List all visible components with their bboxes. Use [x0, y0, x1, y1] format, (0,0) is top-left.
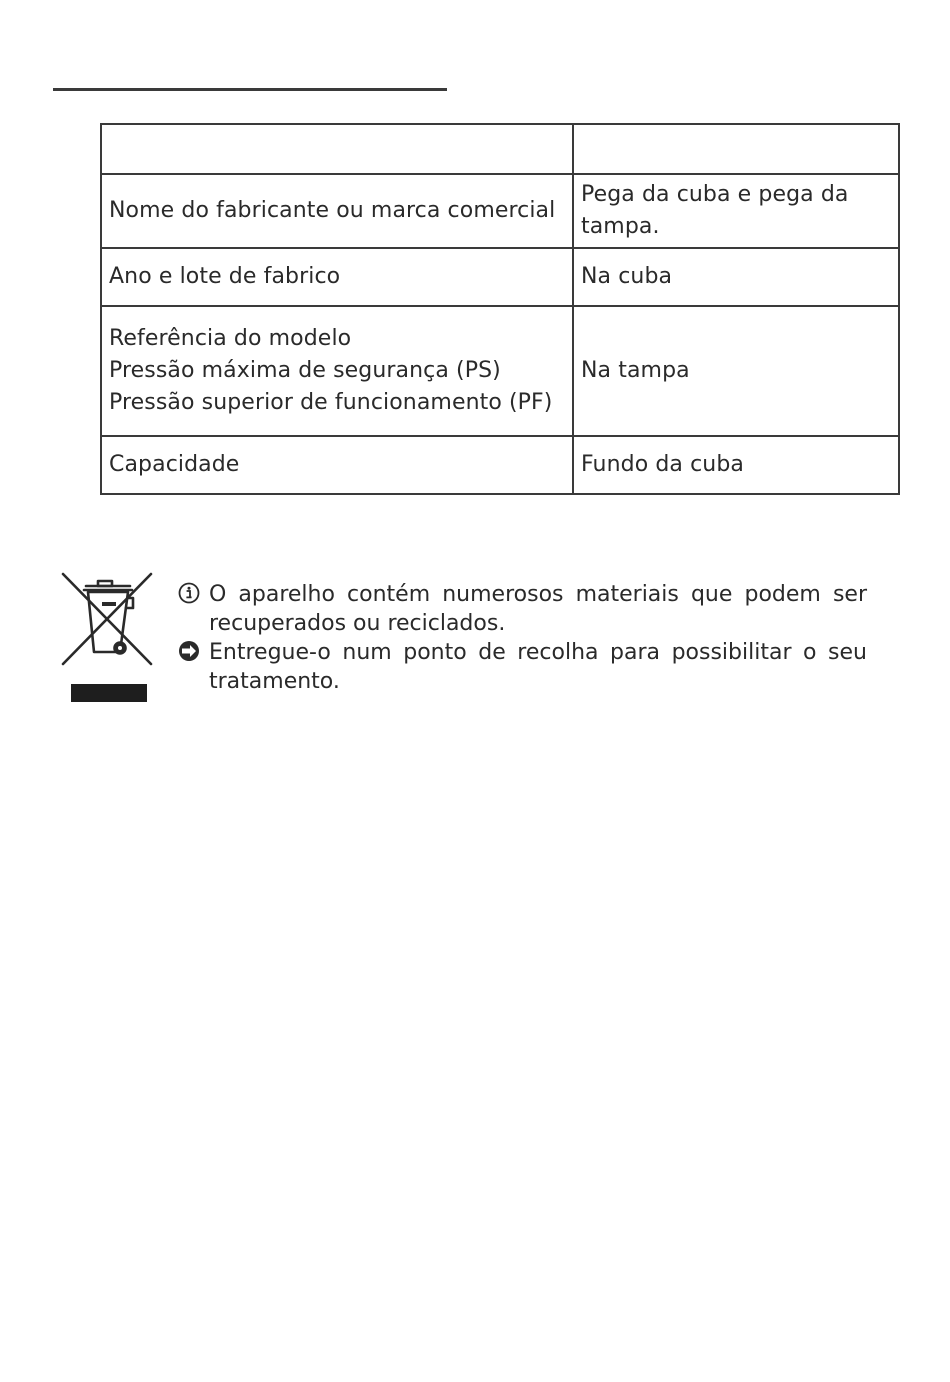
marking-table	[100, 123, 900, 495]
instruction-note-text: Entregue-o num ponto de recolha para possibilitar o seu tratamento.	[209, 640, 867, 694]
table-cell-item	[101, 248, 573, 306]
table-header-cell	[573, 124, 899, 174]
instruction-note	[178, 638, 867, 696]
table-cell-item	[101, 174, 573, 248]
cell-text: Fundo da cuba	[581, 452, 744, 477]
cell-text: Pressão máxima de segurança (PS)	[109, 358, 501, 383]
table-row	[101, 248, 899, 306]
table-row	[101, 306, 899, 436]
cell-text: Na cuba	[581, 264, 673, 289]
table-cell-location	[573, 306, 899, 436]
table-cell-location	[573, 248, 899, 306]
cell-text: Na tampa	[581, 358, 690, 383]
table-cell-item	[101, 436, 573, 494]
table-row	[101, 436, 899, 494]
table-header-cell	[101, 124, 573, 174]
section-heading-rule	[53, 88, 447, 91]
info-icon	[178, 580, 202, 609]
cell-text: Ano e lote de fabrico	[109, 264, 341, 289]
arrow-right-icon	[178, 638, 202, 667]
table-cell-location	[573, 174, 899, 248]
info-note	[178, 580, 867, 638]
cell-text: Pressão superior de funcionamento (PF)	[109, 390, 553, 415]
cell-text: Pega da cuba e pega da	[581, 182, 849, 207]
cell-text: Referência do modelo	[109, 326, 352, 351]
cell-text: Capacidade	[109, 452, 240, 477]
info-note-text: O aparelho contém numerosos materiais que podem ser recuperados ou reciclados.	[209, 582, 867, 636]
table-row	[101, 174, 899, 248]
cell-text: tampa.	[581, 214, 660, 239]
table-header-row	[101, 124, 899, 174]
environment-section	[178, 580, 867, 696]
table-cell-location	[573, 436, 899, 494]
crossed-out-wheelie-bin-icon	[60, 572, 154, 704]
cell-text: Nome do fabricante ou marca comercial	[109, 198, 556, 223]
table-cell-item	[101, 306, 573, 436]
